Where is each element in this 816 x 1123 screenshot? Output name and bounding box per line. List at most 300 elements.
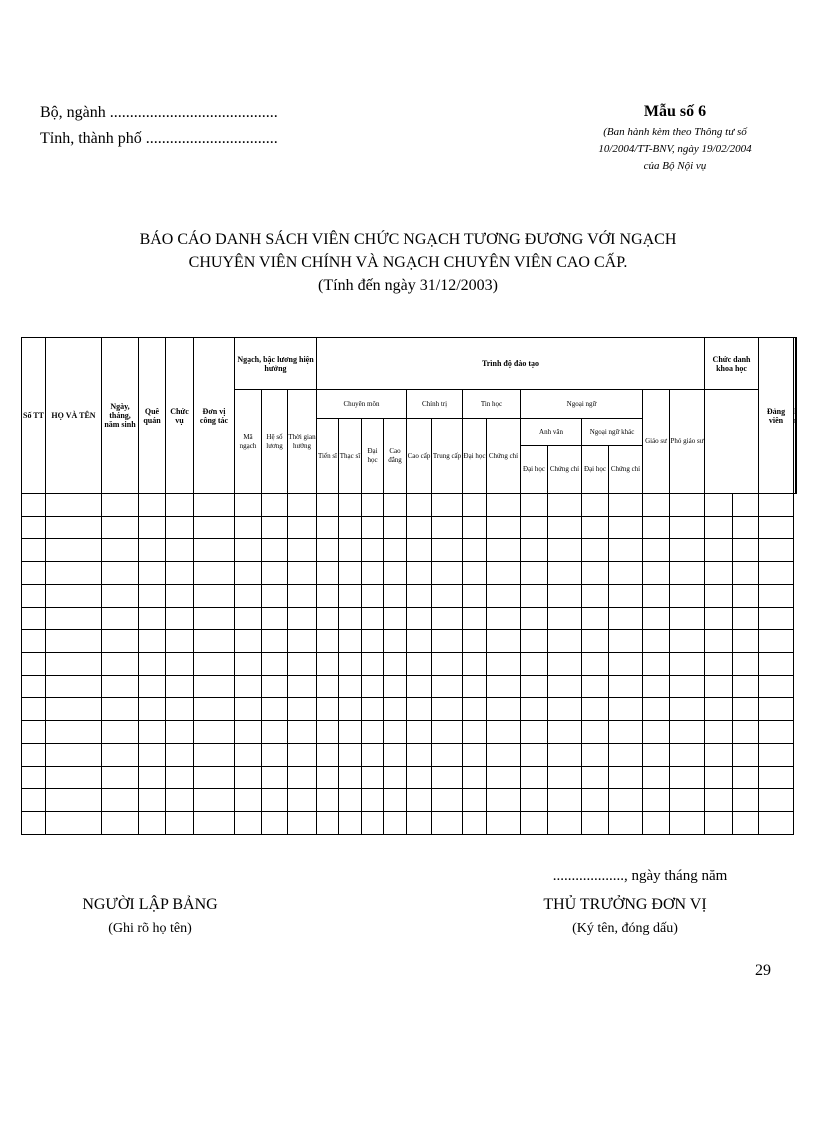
col-ot-certificate: Chứng chỉ <box>609 446 643 494</box>
table-cell <box>288 743 317 766</box>
table-cell <box>705 653 733 676</box>
table-row <box>22 562 797 585</box>
table-cell <box>582 721 609 744</box>
report-table <box>21 337 797 835</box>
table-cell <box>235 539 262 562</box>
table-cell <box>432 584 463 607</box>
col-name: HỌ VÀ TÊN <box>46 338 102 494</box>
col-professor: Giáo sư <box>643 390 670 494</box>
table-cell <box>262 812 288 835</box>
table-cell <box>235 766 262 789</box>
table-cell <box>139 812 166 835</box>
table-cell <box>235 630 262 653</box>
table-cell <box>432 630 463 653</box>
table-cell <box>609 653 643 676</box>
table-cell <box>487 494 521 517</box>
col-stt: Số TT <box>22 338 46 494</box>
table-cell <box>22 562 46 585</box>
table-cell <box>262 743 288 766</box>
table-cell <box>362 743 384 766</box>
table-cell <box>609 675 643 698</box>
table-cell <box>463 630 487 653</box>
table-cell <box>759 675 794 698</box>
table-cell <box>22 812 46 835</box>
table-cell <box>194 584 235 607</box>
table-cell <box>670 675 705 698</box>
table-cell <box>407 789 432 812</box>
col-language: Ngoại ngữ <box>521 390 643 419</box>
table-cell <box>463 539 487 562</box>
table-cell <box>139 743 166 766</box>
table-cell <box>166 812 194 835</box>
table-cell <box>487 766 521 789</box>
head-caption: (Ký tên, đóng dấu) <box>572 921 678 936</box>
table-cell <box>432 539 463 562</box>
col-college: Cao đẳng <box>384 419 407 494</box>
table-cell <box>288 494 317 517</box>
table-cell <box>487 698 521 721</box>
table-cell <box>487 516 521 539</box>
table-cell <box>670 584 705 607</box>
table-cell <box>139 516 166 539</box>
table-cell <box>22 494 46 517</box>
table-cell <box>407 698 432 721</box>
table-row <box>22 516 797 539</box>
col-ethnic <box>795 338 796 494</box>
table-cell <box>463 812 487 835</box>
table-cell <box>521 743 548 766</box>
table-cell <box>609 562 643 585</box>
table-cell <box>288 698 317 721</box>
table-cell <box>582 584 609 607</box>
table-cell <box>407 539 432 562</box>
table-cell <box>262 539 288 562</box>
table-cell <box>362 766 384 789</box>
table-cell <box>22 675 46 698</box>
table-cell <box>759 812 794 835</box>
table-cell <box>46 698 102 721</box>
table-cell <box>407 607 432 630</box>
table-cell <box>582 812 609 835</box>
table-cell <box>166 766 194 789</box>
table-cell <box>705 494 733 517</box>
col-hometown: Quê quán <box>139 338 166 494</box>
table-cell <box>705 562 733 585</box>
table-cell <box>705 698 733 721</box>
table-cell <box>362 675 384 698</box>
table-cell <box>339 812 362 835</box>
table-cell <box>194 743 235 766</box>
table-row <box>22 584 797 607</box>
table-cell <box>463 789 487 812</box>
table-cell <box>235 516 262 539</box>
table-cell <box>22 653 46 676</box>
table-cell <box>317 766 339 789</box>
table-cell <box>139 494 166 517</box>
col-en-certificate: Chứng chỉ <box>548 446 582 494</box>
head-title: THỦ TRƯỞNG ĐƠN VỊ <box>543 896 707 913</box>
table-cell <box>759 766 794 789</box>
table-cell <box>235 698 262 721</box>
table-cell <box>317 812 339 835</box>
table-cell <box>166 721 194 744</box>
table-cell <box>643 698 670 721</box>
table-cell <box>46 539 102 562</box>
col-intermediate: Trung cấp <box>432 419 463 494</box>
table-cell <box>407 721 432 744</box>
table-cell <box>643 766 670 789</box>
table-cell <box>194 812 235 835</box>
table-cell <box>384 789 407 812</box>
table-cell <box>102 812 139 835</box>
table-cell <box>362 721 384 744</box>
table-cell <box>759 630 794 653</box>
table-cell <box>22 766 46 789</box>
table-cell <box>582 562 609 585</box>
table-cell <box>384 539 407 562</box>
table-cell <box>317 494 339 517</box>
table-cell <box>46 630 102 653</box>
table-cell <box>548 562 582 585</box>
table-cell <box>262 721 288 744</box>
table-cell <box>407 516 432 539</box>
table-cell <box>759 584 794 607</box>
table-cell <box>288 721 317 744</box>
table-cell <box>166 584 194 607</box>
table-cell <box>521 653 548 676</box>
table-cell <box>733 812 759 835</box>
table-cell <box>521 494 548 517</box>
table-cell <box>582 766 609 789</box>
table-cell <box>339 562 362 585</box>
table-cell <box>733 721 759 744</box>
table-cell <box>407 494 432 517</box>
table-cell <box>139 562 166 585</box>
table-cell <box>46 766 102 789</box>
issued-line-2: 10/2004/TT-BNV, ngày 19/02/2004 <box>598 143 752 155</box>
table-cell <box>384 562 407 585</box>
table-cell <box>670 721 705 744</box>
table-cell <box>194 789 235 812</box>
table-cell <box>262 698 288 721</box>
table-cell <box>643 607 670 630</box>
table-cell <box>463 653 487 676</box>
table-cell <box>317 584 339 607</box>
table-cell <box>609 584 643 607</box>
table-row <box>22 539 797 562</box>
table-cell <box>705 675 733 698</box>
table-cell <box>487 653 521 676</box>
col-unit: Đơn vị công tác <box>194 338 235 494</box>
table-cell <box>288 539 317 562</box>
table-cell <box>384 766 407 789</box>
table-cell <box>102 516 139 539</box>
table-cell <box>521 562 548 585</box>
table-cell <box>643 721 670 744</box>
table-cell <box>487 675 521 698</box>
table-cell <box>463 675 487 698</box>
table-cell <box>102 721 139 744</box>
table-cell <box>733 743 759 766</box>
table-cell <box>609 516 643 539</box>
table-cell <box>487 789 521 812</box>
table-cell <box>288 812 317 835</box>
table-cell <box>705 789 733 812</box>
col-ot-university: Đại học <box>582 446 609 494</box>
table-cell <box>759 653 794 676</box>
table-cell <box>487 721 521 744</box>
table-cell <box>362 698 384 721</box>
table-cell <box>102 743 139 766</box>
table-cell <box>235 562 262 585</box>
table-cell <box>705 743 733 766</box>
header-left <box>40 100 278 152</box>
table-cell <box>609 812 643 835</box>
col-position: Chức vụ <box>166 338 194 494</box>
table-cell <box>487 562 521 585</box>
table-cell <box>235 789 262 812</box>
table-cell <box>262 675 288 698</box>
table-cell <box>235 721 262 744</box>
table-cell <box>643 653 670 676</box>
province-line: Tỉnh, thành phố ................................. <box>40 130 278 147</box>
table-cell <box>102 562 139 585</box>
table-cell <box>46 494 102 517</box>
signer-right <box>495 893 755 941</box>
table-cell <box>166 698 194 721</box>
table-cell <box>548 675 582 698</box>
table-cell <box>139 539 166 562</box>
table-row <box>22 812 797 835</box>
table-cell <box>705 630 733 653</box>
table-cell <box>166 630 194 653</box>
table-cell <box>262 494 288 517</box>
col-it-university: Đại học <box>463 419 487 494</box>
table-cell <box>432 516 463 539</box>
table-cell <box>521 789 548 812</box>
table-cell <box>262 653 288 676</box>
table-cell <box>139 607 166 630</box>
table-cell <box>384 494 407 517</box>
table-cell <box>102 630 139 653</box>
table-cell <box>670 653 705 676</box>
table-cell <box>759 743 794 766</box>
table-cell <box>548 653 582 676</box>
table-cell <box>384 653 407 676</box>
table-cell <box>235 584 262 607</box>
table-cell <box>759 494 794 517</box>
table-cell <box>102 789 139 812</box>
table-cell <box>339 607 362 630</box>
table-cell <box>339 698 362 721</box>
col-en-university: Đại học <box>521 446 548 494</box>
table-row <box>22 607 797 630</box>
table-cell <box>432 743 463 766</box>
table-cell <box>46 721 102 744</box>
table-cell <box>22 516 46 539</box>
table-cell <box>432 789 463 812</box>
table-cell <box>670 698 705 721</box>
table-cell <box>339 743 362 766</box>
col-it-certificate: Chứng chỉ <box>487 419 521 494</box>
table-cell <box>102 494 139 517</box>
table-cell <box>166 607 194 630</box>
title-line-2: CHUYÊN VIÊN CHÍNH VÀ NGẠCH CHUYÊN VIÊN CAO CẤP. <box>188 254 628 271</box>
table-cell <box>166 516 194 539</box>
table-cell <box>102 584 139 607</box>
table-cell <box>235 675 262 698</box>
table-row <box>22 789 797 812</box>
table-cell <box>46 516 102 539</box>
table-cell <box>262 766 288 789</box>
table-cell <box>463 562 487 585</box>
table-row <box>22 675 797 698</box>
table-row <box>22 721 797 744</box>
table-cell <box>194 562 235 585</box>
table-cell <box>463 743 487 766</box>
table-cell <box>288 653 317 676</box>
col-phd: Tiến sĩ <box>317 419 339 494</box>
table-cell <box>670 494 705 517</box>
table-cell <box>317 562 339 585</box>
table-cell <box>317 721 339 744</box>
table-cell <box>463 494 487 517</box>
table-cell <box>317 539 339 562</box>
table-cell <box>194 721 235 744</box>
table-cell <box>582 789 609 812</box>
table-cell <box>582 743 609 766</box>
table-cell <box>609 607 643 630</box>
table-cell <box>733 766 759 789</box>
table-cell <box>733 584 759 607</box>
table-cell <box>194 494 235 517</box>
table-cell <box>463 607 487 630</box>
table-cell <box>407 653 432 676</box>
table-row <box>22 494 797 517</box>
col-academic-group: Chức danh khoa học <box>705 338 759 390</box>
table-cell <box>384 630 407 653</box>
table-cell <box>609 698 643 721</box>
table-cell <box>362 607 384 630</box>
table-cell <box>22 539 46 562</box>
table-cell <box>262 516 288 539</box>
table-cell <box>362 494 384 517</box>
table-cell <box>317 630 339 653</box>
table-cell <box>521 698 548 721</box>
title-line-1: BÁO CÁO DANH SÁCH VIÊN CHỨC NGẠCH TƯƠNG ĐƯƠNG VỚI NGẠCH <box>139 231 677 248</box>
table-cell <box>102 698 139 721</box>
table-cell <box>609 630 643 653</box>
table-cell <box>463 721 487 744</box>
table-cell <box>288 584 317 607</box>
table-cell <box>22 584 46 607</box>
table-cell <box>362 516 384 539</box>
col-university: Đại học <box>362 419 384 494</box>
table-cell <box>339 675 362 698</box>
table-cell <box>407 766 432 789</box>
table-cell <box>194 698 235 721</box>
page-number: 29 <box>755 962 771 979</box>
table-cell <box>643 562 670 585</box>
table-cell <box>46 789 102 812</box>
table-cell <box>407 562 432 585</box>
col-masters: Thạc sĩ <box>339 419 362 494</box>
table-cell <box>317 516 339 539</box>
col-rank-code: Mã ngạch <box>235 390 262 494</box>
table-cell <box>487 607 521 630</box>
table-cell <box>288 766 317 789</box>
table-cell <box>582 698 609 721</box>
table-cell <box>102 675 139 698</box>
table-cell <box>733 607 759 630</box>
table-cell <box>139 675 166 698</box>
table-cell <box>521 766 548 789</box>
table-cell <box>166 653 194 676</box>
table-row <box>22 653 797 676</box>
table-row <box>22 630 797 653</box>
table-cell <box>262 562 288 585</box>
table-cell <box>705 607 733 630</box>
table-cell <box>166 743 194 766</box>
table-cell <box>339 584 362 607</box>
table-cell <box>317 698 339 721</box>
table-cell <box>548 494 582 517</box>
table-cell <box>235 653 262 676</box>
table-cell <box>362 812 384 835</box>
table-cell <box>548 743 582 766</box>
table-row <box>22 698 797 721</box>
table-cell <box>609 789 643 812</box>
table-cell <box>384 743 407 766</box>
table-cell <box>670 812 705 835</box>
table-cell <box>339 539 362 562</box>
table-cell <box>384 721 407 744</box>
table-cell <box>384 675 407 698</box>
table-cell <box>705 584 733 607</box>
table-cell <box>487 539 521 562</box>
table-cell <box>521 584 548 607</box>
table-cell <box>362 653 384 676</box>
table-cell <box>582 539 609 562</box>
ministry-line: Bộ, ngành .......................................... <box>40 104 278 121</box>
table-cell <box>670 562 705 585</box>
table-cell <box>288 607 317 630</box>
table-cell <box>643 675 670 698</box>
table-cell <box>463 584 487 607</box>
table-cell <box>487 812 521 835</box>
col-party: Đảng viên <box>759 338 794 494</box>
table-cell <box>643 630 670 653</box>
table-cell <box>759 698 794 721</box>
table-cell <box>339 766 362 789</box>
table-cell <box>759 516 794 539</box>
table-cell <box>407 584 432 607</box>
form-number: Mẫu số 6 <box>643 103 707 120</box>
table-cell <box>643 584 670 607</box>
table-cell <box>166 789 194 812</box>
table-cell <box>521 516 548 539</box>
col-education-group: Trình độ đào tạo <box>317 338 705 390</box>
table-cell <box>463 516 487 539</box>
table-cell <box>487 630 521 653</box>
table-cell <box>759 789 794 812</box>
table-cell <box>705 516 733 539</box>
table-cell <box>317 653 339 676</box>
table-cell <box>432 562 463 585</box>
table-cell <box>262 607 288 630</box>
table-cell <box>643 494 670 517</box>
col-rank-time: Thời gian hưởng <box>288 390 317 494</box>
